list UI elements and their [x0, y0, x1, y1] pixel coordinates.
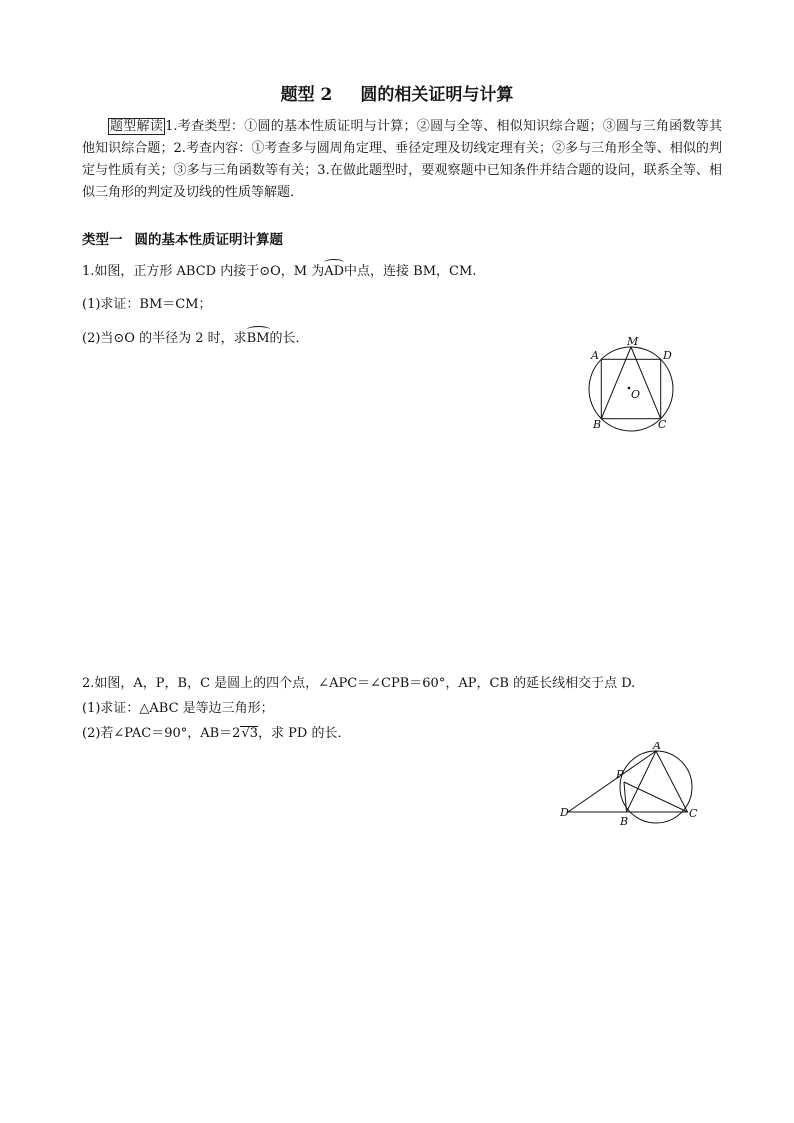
q2-part2-b: ，求 PD 的长． [258, 726, 351, 741]
q1-part1: (1)求证：BM＝CM； [82, 297, 212, 312]
title-prefix: 题型 2 [280, 85, 333, 105]
q1-stem-b: 中点，连接 BM，CM. [344, 264, 477, 279]
page-title [0, 80, 794, 105]
title-main: 圆的相关证明与计算 [360, 85, 514, 105]
q1-center-dot [628, 387, 631, 390]
q2-label-a: A [653, 742, 661, 752]
q1-part2-b: 的长． [269, 331, 309, 346]
section-label: 类型一 [82, 232, 123, 248]
q1-line-bm [601, 347, 631, 419]
q2-line-da [568, 751, 656, 812]
intro-paragraph [82, 116, 722, 204]
q2-label-c: C [689, 807, 698, 820]
q1-label-o: O [631, 388, 641, 401]
q2-line-pb [624, 782, 627, 812]
q2-sqrt-root: 3 [249, 726, 259, 741]
q1-part2-a: (2)当⊙O 的半径为 2 时，求 [82, 331, 247, 346]
q2-part2 [82, 724, 350, 744]
q2-label-p: P [616, 768, 624, 781]
q1-label-m: M [627, 336, 639, 348]
q1-stem-a: 1.如图，正方形 ABCD 内接于⊙O，M 为 [82, 264, 325, 279]
q2-label-d: D [560, 806, 569, 819]
q2-sqrt: √3 [241, 726, 259, 741]
intro-text: 1.考查类型：①圆的基本性质证明与计算；②圆与全等、相似知识综合题；③圆与三角函数等其他知识综合题；2.考查内容：①考查多与圆周角定理、垂径定理及切线定理有关；②多与三角形全等、相似的判定与性质有关；③多与三角函数等有关；3.在做此题型时，要观察题中已知条件并结合题的设问，联系全等、相似三角形的判定及切线的性质等解题． [82, 119, 722, 200]
section-heading [82, 228, 283, 248]
q1-figure [586, 336, 676, 436]
q1-part2 [82, 329, 309, 349]
section-title: 圆的基本性质证明计算题 [134, 232, 283, 248]
q1-label-a: A [591, 349, 599, 362]
q1-arc-bm: BM [247, 329, 270, 349]
intro-boxed-label: 题型解读 [110, 119, 164, 134]
q2-part2-a: (2)若∠PAC＝90°，AB＝2 [82, 726, 241, 741]
q1-line-cm [631, 347, 661, 419]
q1-label-c: C [658, 418, 667, 431]
q2-stem: 2.如图，A，P，B，C 是圆上的四个点，∠APC＝∠CPB＝60°，AP，CB 的延长线相交于点 D. [82, 676, 636, 691]
q2-figure [558, 742, 708, 832]
q2-triangle-abc [627, 751, 688, 812]
q2-label-b: B [620, 815, 629, 828]
q2-part1: (1)求证：△ABC 是等边三角形； [82, 701, 274, 716]
q1-label-d: D [663, 349, 672, 362]
q1-arc-ad: AD [324, 262, 344, 282]
q1-label-b: B [593, 418, 602, 431]
q1-stem [82, 262, 476, 282]
